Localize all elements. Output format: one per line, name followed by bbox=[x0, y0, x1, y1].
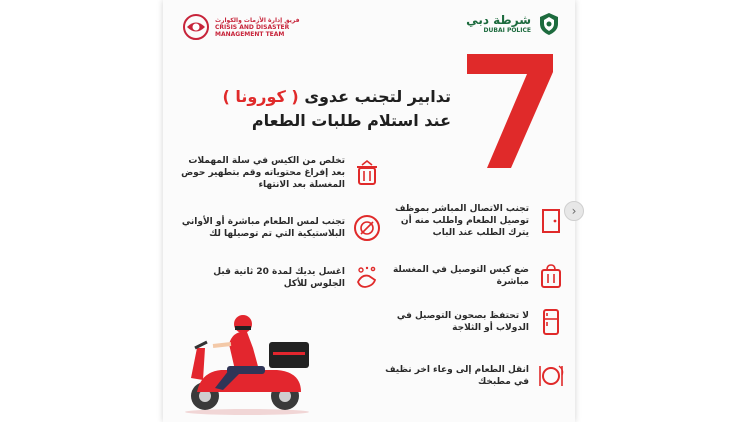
bag-cutlery-icon bbox=[537, 262, 565, 290]
fridge-icon bbox=[537, 308, 565, 336]
infographic-card bbox=[163, 0, 575, 422]
police-emblem-icon bbox=[537, 12, 561, 36]
title-line2: عند استلام طلبات الطعام bbox=[251, 111, 451, 130]
title-accent: ( كورونا ) bbox=[222, 87, 299, 106]
tip-move-food bbox=[385, 362, 565, 390]
cdmt-logo bbox=[183, 14, 300, 40]
cdmt-name-line2: MANAGEMENT TEAM bbox=[215, 30, 285, 38]
no-touch-plate-icon bbox=[353, 214, 381, 242]
carousel-next-button[interactable]: › bbox=[564, 201, 584, 221]
tip-bag-sink bbox=[385, 262, 565, 290]
tip-text: تجنب الاتصال المباشر بموظف توصيل الطعام واطلب منه أن يترك الطلب عند الباب bbox=[395, 204, 529, 238]
delivery-scooter-illustration bbox=[177, 308, 317, 416]
eye-logo-icon bbox=[183, 14, 209, 40]
tip-no-keep-dishes bbox=[385, 308, 565, 336]
tip-text: ضع كيس التوصيل في المغسلة مباشرة bbox=[392, 265, 529, 287]
page-title bbox=[201, 85, 451, 133]
plate-cutlery-icon bbox=[537, 362, 565, 390]
title-line1: تدابير لتجنب عدوى bbox=[304, 87, 451, 106]
tip-text: تجنب لمس الطعام مباشرة أو الأواني البلاستيكية التي تم توصيلها لك bbox=[181, 217, 345, 239]
tip-dispose-bag bbox=[181, 155, 381, 191]
tip-wash-hands bbox=[181, 264, 381, 292]
big-number-seven bbox=[465, 50, 555, 170]
tip-text: لا تحتفظ بصحون التوصيل في الدولاب أو الثلاجة bbox=[396, 311, 529, 333]
tip-text: اغسل يديك لمدة 20 ثانية قبل الجلوس للأكل bbox=[213, 267, 345, 289]
hand-wash-icon bbox=[353, 264, 381, 292]
tip-avoid-touch bbox=[181, 214, 381, 242]
police-english-name: DUBAI POLICE bbox=[483, 27, 531, 34]
cdmt-arabic-name: فريق إدارة الأزمات والكوارث bbox=[215, 16, 300, 24]
cdmt-name-line1: CRISIS AND DISASTER bbox=[215, 23, 290, 31]
tip-text: انقل الطعام إلى وعاء اخر نظيف في مطبخك bbox=[385, 365, 529, 387]
dubai-police-logo bbox=[466, 12, 561, 36]
tip-no-contact bbox=[385, 203, 565, 239]
door-icon bbox=[537, 207, 565, 235]
tip-text: تخلص من الكيس في سلة المهملات بعد إفراغ محتوياته وقم بتطهير حوض المغسلة بعد الانتهاء bbox=[181, 156, 345, 190]
police-arabic-name: شرطة دبي bbox=[466, 13, 531, 27]
trash-bin-icon bbox=[353, 159, 381, 187]
